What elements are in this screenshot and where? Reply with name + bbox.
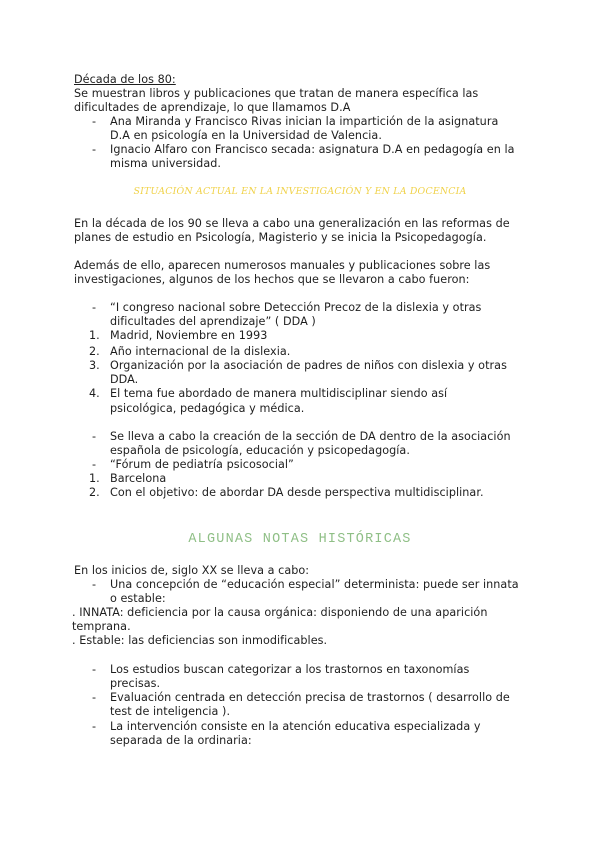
- list-number: 3.: [89, 359, 100, 372]
- dash-marker: -: [92, 720, 97, 733]
- list-item-text: Una concepción de “educación especial” determinista: puede ser innata: [110, 578, 519, 591]
- list-item-text: DDA.: [110, 373, 139, 386]
- list-number: 4.: [89, 387, 100, 400]
- paragraph-line: Además de ello, aparecen numerosos manuales y publicaciones sobre las: [74, 259, 491, 272]
- list-item-text: “I congreso nacional sobre Detección Precoz de la dislexia y otras: [110, 301, 482, 314]
- list-item-text: D.A en psicología en la Universidad de Valencia.: [110, 129, 382, 142]
- list-number: 1.: [89, 472, 100, 485]
- dash-marker: -: [92, 430, 97, 443]
- list-number: 1.: [89, 329, 100, 342]
- list-item-text: La intervención consiste en la atención educativa especializada y: [110, 720, 481, 733]
- list-item-text: psicológica, pedagógica y médica.: [110, 402, 305, 415]
- note-line: temprana.: [72, 620, 131, 633]
- note-line: . INNATA: deficiencia por la causa orgánica: disponiendo de una aparición: [72, 606, 488, 619]
- list-item-text: española de psicología, educación y psicopedagogía.: [110, 444, 410, 457]
- dash-marker: -: [92, 301, 97, 314]
- list-item-text: precisas.: [110, 677, 161, 690]
- list-item-text: Ignacio Alfaro con Francisco secada: asignatura D.A en pedagogía en la: [110, 143, 515, 156]
- list-item-text: Madrid, Noviembre en 1993: [110, 329, 268, 342]
- list-number: 2.: [89, 345, 100, 358]
- list-item-text: misma universidad.: [110, 157, 221, 170]
- list-item-text: separada de la ordinaria:: [110, 734, 252, 747]
- intro-line: Se muestran libros y publicaciones que tratan de manera específica las: [74, 87, 479, 100]
- dash-marker: -: [92, 115, 97, 128]
- dash-marker: -: [92, 578, 97, 591]
- list-item-text: Evaluación centrada en detección precisa de trastornos ( desarrollo de: [110, 691, 510, 704]
- note-line: . Estable: las deficiencias son inmodificables.: [72, 634, 328, 647]
- list-item-text: Con el objetivo: de abordar DA desde perspectiva multidisciplinar.: [110, 486, 484, 499]
- dash-marker: -: [92, 458, 97, 471]
- list-item-text: test de inteligencia ).: [110, 705, 231, 718]
- list-item-text: El tema fue abordado de manera multidisciplinar siendo así: [110, 387, 448, 400]
- list-item-text: Los estudios buscan categorizar a los trastornos en taxonomías: [110, 663, 470, 676]
- list-item-text: dificultades del aprendizaje” ( DDA ): [110, 315, 316, 328]
- intro-line: dificultades de aprendizaje, lo que llamamos D.A: [74, 101, 351, 114]
- list-item-text: Barcelona: [110, 472, 167, 485]
- section-title: ALGUNAS NOTAS HISTÓRICAS: [188, 532, 412, 547]
- list-item-text: Año internacional de la dislexia.: [110, 345, 291, 358]
- dash-marker: -: [92, 143, 97, 156]
- list-item-text: o estable:: [110, 592, 166, 605]
- list-item-text: Ana Miranda y Francisco Rivas inician la impartición de la asignatura: [110, 115, 499, 128]
- dash-marker: -: [92, 663, 97, 676]
- decade-heading: Década de los 80:: [74, 73, 176, 86]
- paragraph-line: planes de estudio en Psicología, Magisterio y se inicia la Psicopedagogía.: [74, 231, 487, 244]
- section-title: SITUACIÓN ACTUAL EN LA INVESTIGACIÓN Y EN LA DOCENCIA: [133, 186, 467, 197]
- list-number: 2.: [89, 486, 100, 499]
- paragraph-line: En los inicios de, siglo XX se lleva a cabo:: [74, 564, 310, 577]
- list-item-text: Organización por la asociación de padres de niños con dislexia y otras: [110, 359, 507, 372]
- dash-marker: -: [92, 691, 97, 704]
- list-item-text: Se lleva a cabo la creación de la sección de DA dentro de la asociación: [110, 430, 511, 443]
- paragraph-line: investigaciones, algunos de los hechos que se llevaron a cabo fueron:: [74, 273, 470, 286]
- list-item-text: “Fórum de pediatría psicosocial”: [110, 458, 294, 471]
- paragraph-line: En la década de los 90 se lleva a cabo una generalización en las reformas de: [74, 217, 510, 230]
